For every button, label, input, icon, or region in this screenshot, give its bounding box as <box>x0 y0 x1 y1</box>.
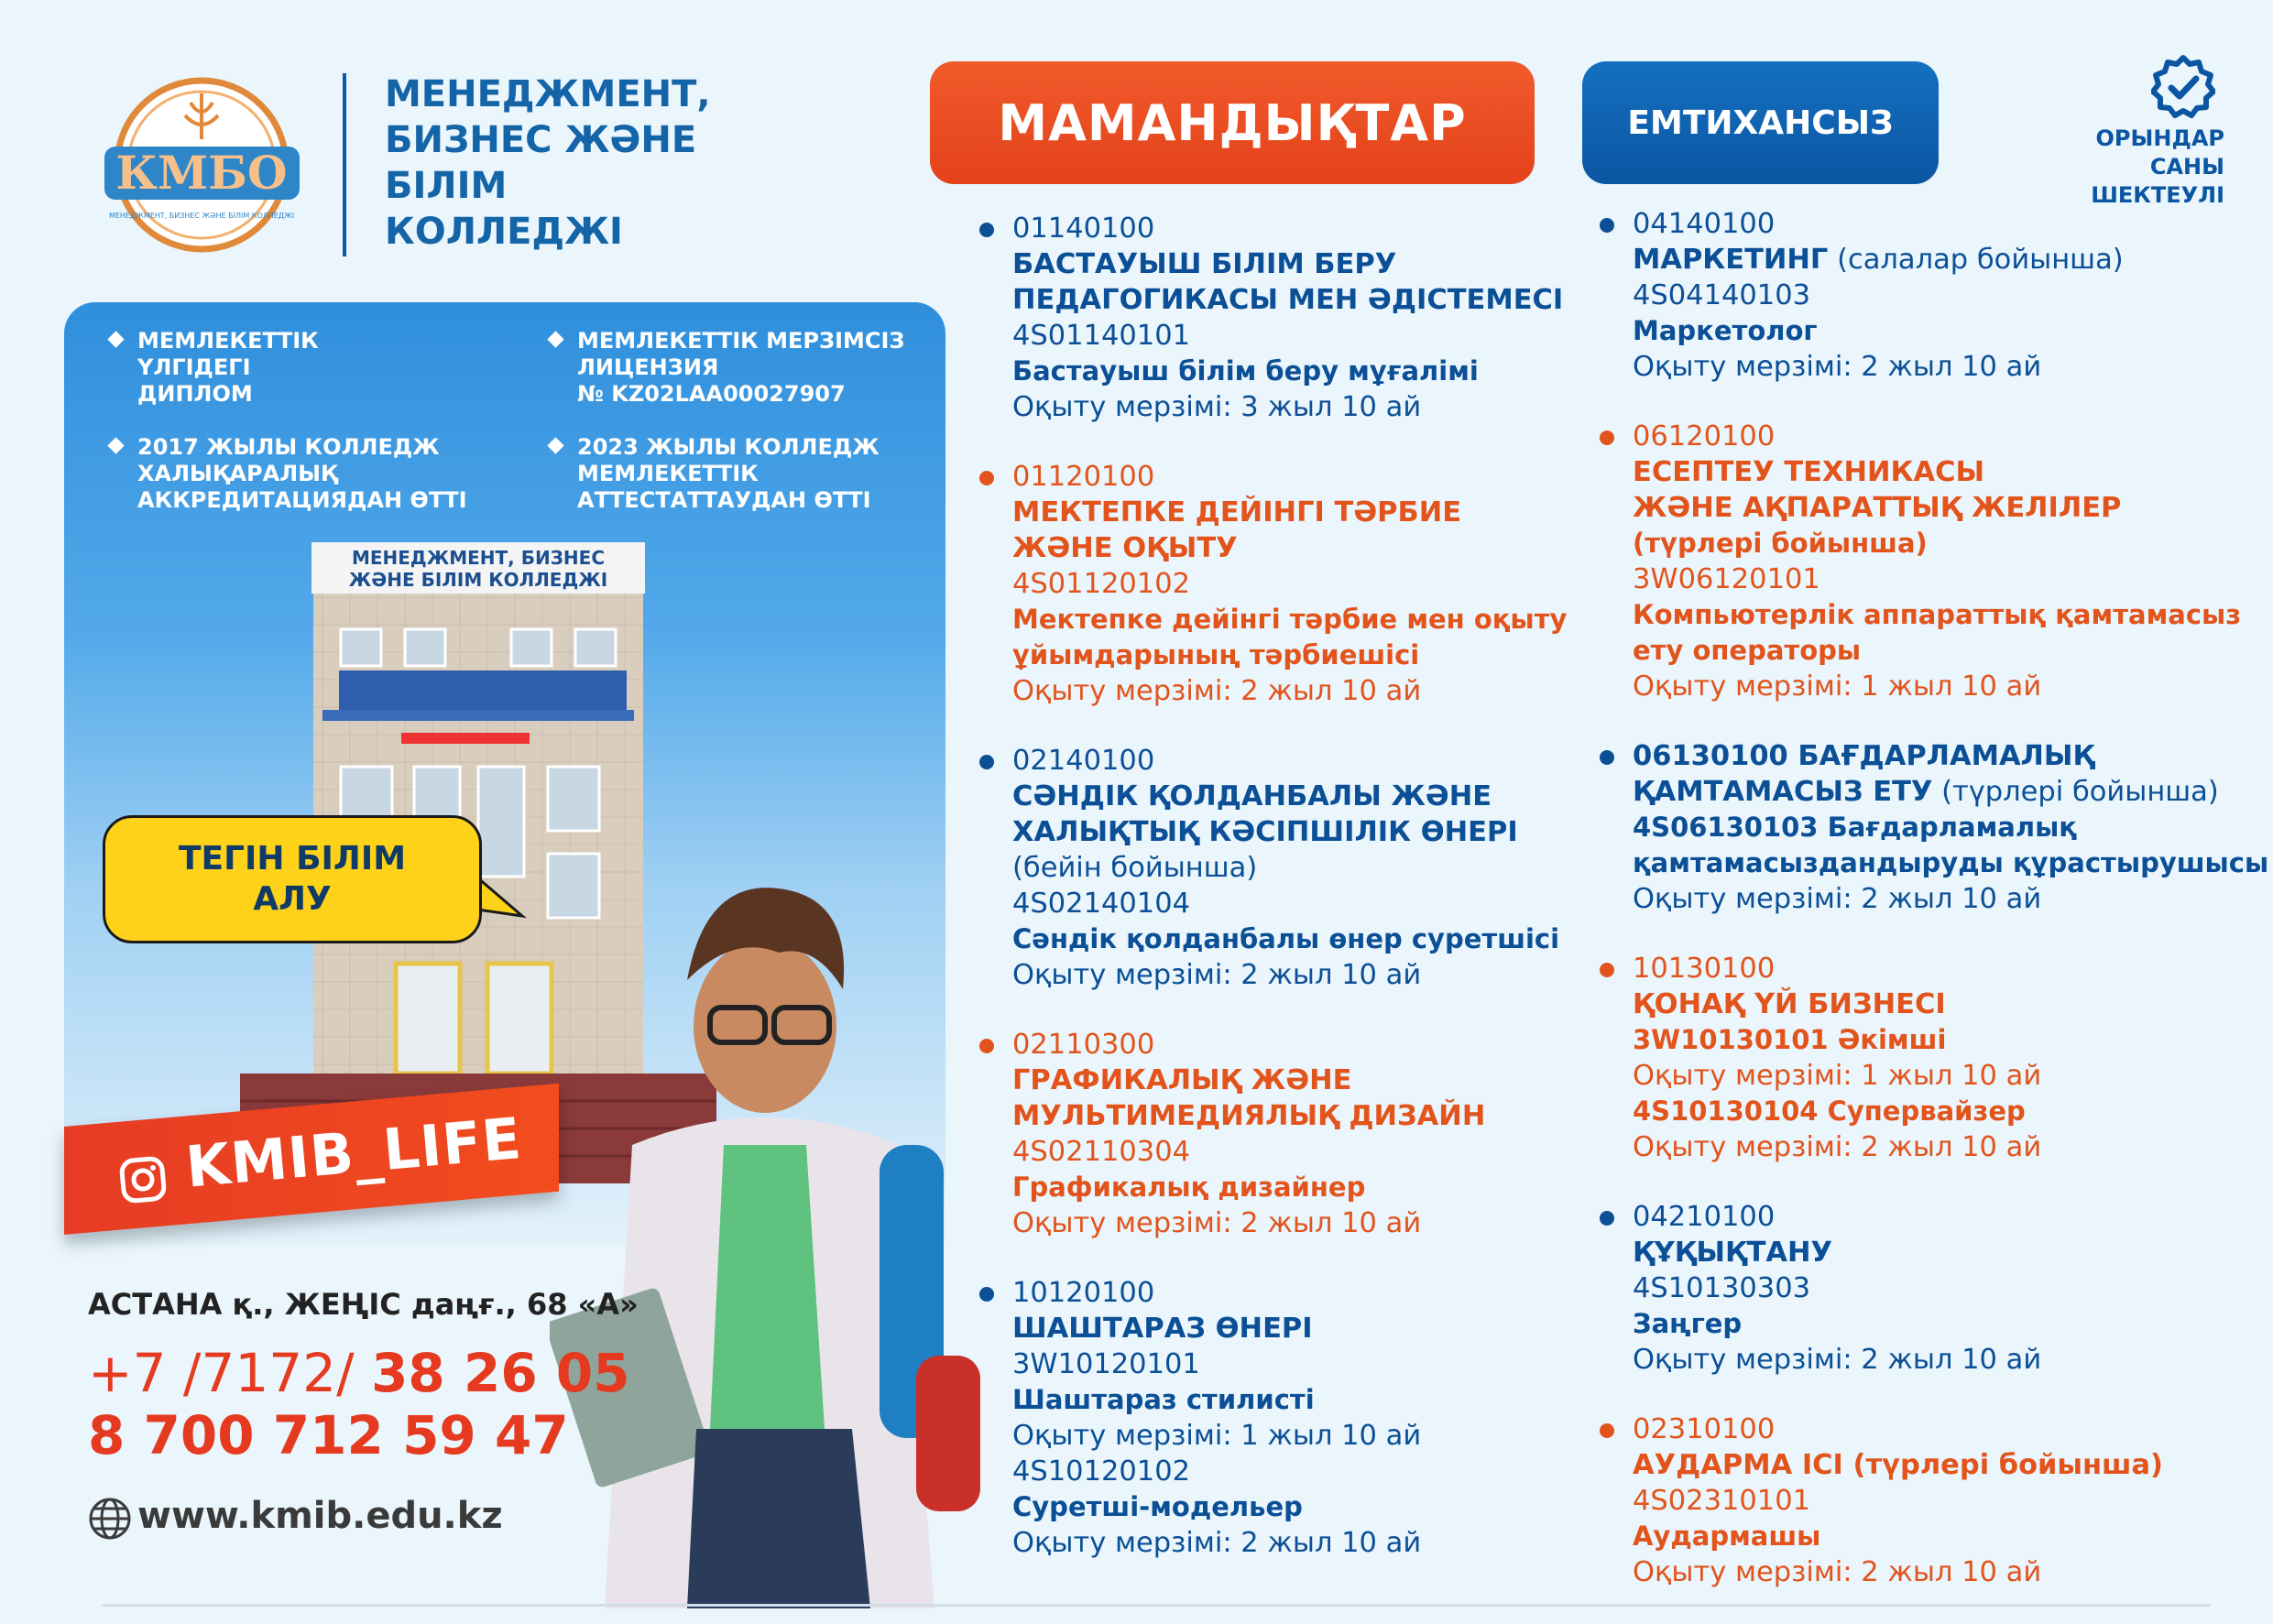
specialty-line: 4S02110304 <box>1012 1136 1191 1168</box>
specialty-line: ХАЛЫҚТЫҚ КӘСІПШІЛІК ӨНЕРІ <box>1012 816 1518 848</box>
specialty-line: 4S01120102 <box>1012 568 1191 600</box>
specialty-line: 3W10120101 <box>1012 1348 1200 1380</box>
bullet-dot-icon <box>979 471 994 485</box>
specialty-line: ЕСЕПТЕУ ТЕХНИКАСЫ <box>1633 456 1985 488</box>
specialty-line: Оқыту мерзімі: 2 жыл 10 ай <box>1633 1556 2042 1588</box>
specialties-column-right <box>1633 206 2273 1624</box>
specialty-line: Оқыту мерзімі: 1 жыл 10 ай <box>1633 1060 2042 1092</box>
specialty-entry <box>1012 1275 1672 1561</box>
specialty-line: 04210100 <box>1633 1201 1776 1233</box>
limited-places-label: ОРЫНДАР САНЫ ШЕКТЕУЛІ <box>2091 125 2224 208</box>
specialty-line: 04140100 <box>1633 208 1776 240</box>
specialty-line: Шаштараз стилисті <box>1012 1384 1315 1415</box>
specialty-line: 4S10130104 Супервайзер <box>1633 1095 2026 1127</box>
verified-badge-icon <box>2151 55 2215 119</box>
specialty-line: АУДАРМА ІСІ (түрлері бойынша) <box>1633 1449 2163 1481</box>
specialty-line: Заңгер <box>1633 1308 1743 1339</box>
specialty-line: Оқыту мерзімі: 2 жыл 10 ай <box>1633 883 2042 915</box>
specialty-line: Оқыту мерзімі: 2 жыл 10 ай <box>1012 1527 1422 1559</box>
specialty-line: Оқыту мерзімі: 2 жыл 10 ай <box>1012 959 1422 991</box>
phone-mobile[interactable]: 8 700 712 59 47 <box>88 1404 569 1466</box>
website-link[interactable]: www.kmib.edu.kz <box>137 1495 503 1537</box>
specialty-line: 02310100 <box>1633 1413 1776 1445</box>
specialties-column-left <box>1012 211 1672 1595</box>
feature-license: МЕМЛЕКЕТТІК МЕРЗІМСІЗ ЛИЦЕНЗИЯ № KZ02LAA00027907 <box>577 328 962 408</box>
bullet-dot-icon <box>979 1287 994 1302</box>
footer-divider <box>103 1604 2210 1607</box>
specialty-line: ету операторы <box>1633 635 1862 666</box>
bullet-dot-icon <box>1600 431 1614 445</box>
svg-text:МЕНЕДЖМЕНТ, БИЗНЕС ЖӘНЕ БІЛІМ: МЕНЕДЖМЕНТ, БИЗНЕС ЖӘНЕ БІЛІМ КОЛЛЕДЖІ <box>108 212 295 220</box>
specialty-line: Оқыту мерзімі: 2 жыл 10 ай <box>1633 1131 2042 1163</box>
specialty-line: МАРКЕТИНГ (салалар бойынша) <box>1633 244 2124 276</box>
specialty-line: 4S02140104 <box>1012 888 1191 920</box>
specialty-line: (түрлері бойынша) <box>1633 528 1928 559</box>
specialty-line: ҚҰҚЫҚТАНУ <box>1633 1237 1833 1269</box>
specialty-line: 4S02310101 <box>1633 1485 1811 1517</box>
specialty-entry <box>1633 206 2273 385</box>
instagram-handle[interactable]: KMIB_LIFE <box>183 1104 525 1201</box>
specialty-line: 06120100 <box>1633 420 1776 452</box>
specialty-line: 4S10130303 <box>1633 1272 1811 1304</box>
feature-diploma: МЕМЛЕКЕТТІК ҮЛГІДЕГІ ДИПЛОМ <box>137 328 522 408</box>
feature-accreditation: 2017 ЖЫЛЫ КОЛЛЕДЖ ХАЛЫҚАРАЛЫҚ АККРЕДИТАЦИЯДАН ӨТТІ <box>137 434 522 514</box>
specialty-entry <box>1633 951 2273 1165</box>
specialty-entry <box>1012 459 1672 709</box>
specialty-line: қамтамасыздандыруды құрастырушысы <box>1633 847 2269 878</box>
header-divider <box>343 73 346 256</box>
specialty-line: 4S10120102 <box>1012 1455 1191 1488</box>
specialty-line: МЕКТЕПКЕ ДЕЙІНГІ ТӘРБИЕ <box>1012 496 1462 529</box>
specialty-line: Бастауыш білім беру мұғалімі <box>1012 355 1479 387</box>
specialty-line: ЖӘНЕ ОҚЫТУ <box>1012 532 1238 564</box>
feature-attestation: 2023 ЖЫЛЫ КОЛЛЕДЖ МЕМЛЕКЕТТІК АТТЕСТАТТАУДАН ӨТТІ <box>577 434 962 514</box>
specialty-line: Оқыту мерзімі: 3 жыл 10 ай <box>1012 391 1422 423</box>
specialty-entry <box>1633 1199 2273 1378</box>
bullet-dot-icon <box>1600 963 1614 977</box>
svg-text:КМБО: КМБО <box>115 146 288 200</box>
globe-icon <box>88 1497 132 1541</box>
specialty-entry <box>1012 743 1672 993</box>
student-character-image <box>550 843 980 1608</box>
bullet-dot-icon <box>1600 218 1614 233</box>
svg-text:МЕНЕДЖМЕНТ, БИЗНЕС: МЕНЕДЖМЕНТ, БИЗНЕС <box>351 547 606 569</box>
specialty-line: Оқыту мерзімі: 2 жыл 10 ай <box>1633 351 2042 383</box>
bullet-dot-icon <box>1600 750 1614 765</box>
specialty-line: Аудармашы <box>1633 1520 1821 1552</box>
specialty-line: Оқыту мерзімі: 2 жыл 10 ай <box>1012 675 1422 707</box>
specialty-entry <box>1633 738 2273 917</box>
phone-city[interactable]: +7 /7172/ 38 26 05 <box>88 1342 630 1404</box>
specialty-line: ПЕДАГОГИКАСЫ МЕН ӘДІСТЕМЕСІ <box>1012 284 1564 316</box>
specialty-line: Маркетолог <box>1633 315 1818 346</box>
instagram-icon <box>117 1154 169 1205</box>
specialty-line: 4S06130103 Бағдарламалық <box>1633 812 2077 843</box>
specialty-line: Компьютерлік аппараттық қамтамасыз <box>1633 599 2242 630</box>
specialty-line: ШАШТАРАЗ ӨНЕРІ <box>1012 1313 1313 1345</box>
specialty-entry <box>1633 1411 2273 1590</box>
specialty-line: Оқыту мерзімі: 1 жыл 10 ай <box>1012 1420 1422 1452</box>
specialty-line: 01140100 <box>1012 213 1155 245</box>
specialty-line: МУЛЬТИМЕДИЯЛЫҚ ДИЗАЙН <box>1012 1100 1486 1132</box>
specialty-line: Суретші-модельер <box>1012 1491 1303 1522</box>
bullet-dot-icon <box>1600 1423 1614 1438</box>
college-logo <box>99 75 305 255</box>
specialty-line: 02140100 <box>1012 745 1155 777</box>
free-education-bubble: ТЕГІН БІЛІМ АЛУ <box>103 815 482 943</box>
specialty-line: 4S04140103 <box>1633 279 1811 311</box>
specialty-entry <box>1633 419 2273 704</box>
bullet-dot-icon <box>979 1039 994 1053</box>
specialty-line: БАСТАУЫШ БІЛІМ БЕРУ <box>1012 248 1397 280</box>
specialty-line: 02110300 <box>1012 1029 1155 1061</box>
svg-text:ЖӘНЕ БІЛІМ КОЛЛЕДЖІ: ЖӘНЕ БІЛІМ КОЛЛЕДЖІ <box>348 569 608 591</box>
specialty-line: 01120100 <box>1012 461 1155 493</box>
specialty-line: ҚОНАҚ ҮЙ БИЗНЕСІ <box>1633 988 1946 1020</box>
specialty-line: 10130100 <box>1633 953 1776 985</box>
specialty-line: 3W06120101 <box>1633 563 1820 595</box>
bullet-dot-icon <box>979 223 994 237</box>
specialty-line: Графикалық дизайнер <box>1012 1172 1366 1203</box>
specialty-line: 06130100 БАҒДАРЛАМАЛЫҚ <box>1633 740 2095 772</box>
bullet-dot-icon <box>1600 1211 1614 1226</box>
specialty-line: ГРАФИКАЛЫҚ ЖӘНЕ <box>1012 1064 1352 1096</box>
college-name: МЕНЕДЖМЕНТ, БИЗНЕС ЖӘНЕ БІЛІМ КОЛЛЕДЖІ <box>385 73 711 253</box>
bullet-dot-icon <box>979 755 994 769</box>
specialty-line: Мектепке дейінгі тәрбие мен оқыту <box>1012 604 1568 635</box>
specialty-entry <box>1012 1027 1672 1241</box>
specialties-heading: МАМАНДЫҚТАР <box>930 61 1535 184</box>
specialty-line: 4S01140101 <box>1012 320 1191 352</box>
specialty-line: ЖӘНЕ АҚПАРАТТЫҚ ЖЕЛІЛЕР <box>1633 492 2122 524</box>
specialty-entry <box>1012 211 1672 425</box>
no-exam-badge: ЕМТИХАНСЫЗ <box>1582 61 1939 184</box>
address-text: АСТАНА қ., ЖЕҢІС даңғ., 68 «А» <box>88 1287 639 1322</box>
specialty-line: 3W10130101 Әкімші <box>1633 1024 1947 1055</box>
specialty-line: Оқыту мерзімі: 2 жыл 10 ай <box>1633 1344 2042 1376</box>
specialty-line: СӘНДІК ҚОЛДАНБАЛЫ ЖӘНЕ <box>1012 780 1492 812</box>
specialty-line: Оқыту мерзімі: 2 жыл 10 ай <box>1012 1207 1422 1239</box>
specialty-line: ұйымдарының тәрбиешісі <box>1012 639 1420 670</box>
specialty-line: Сәндік қолданбалы өнер суретшісі <box>1012 923 1560 954</box>
specialty-line: ҚАМТАМАСЫЗ ЕТУ (түрлері бойынша) <box>1633 776 2219 808</box>
specialty-line: (бейін бойынша) <box>1012 852 1258 884</box>
specialty-line: Оқыту мерзімі: 1 жыл 10 ай <box>1633 670 2042 703</box>
specialty-line: 10120100 <box>1012 1277 1155 1309</box>
